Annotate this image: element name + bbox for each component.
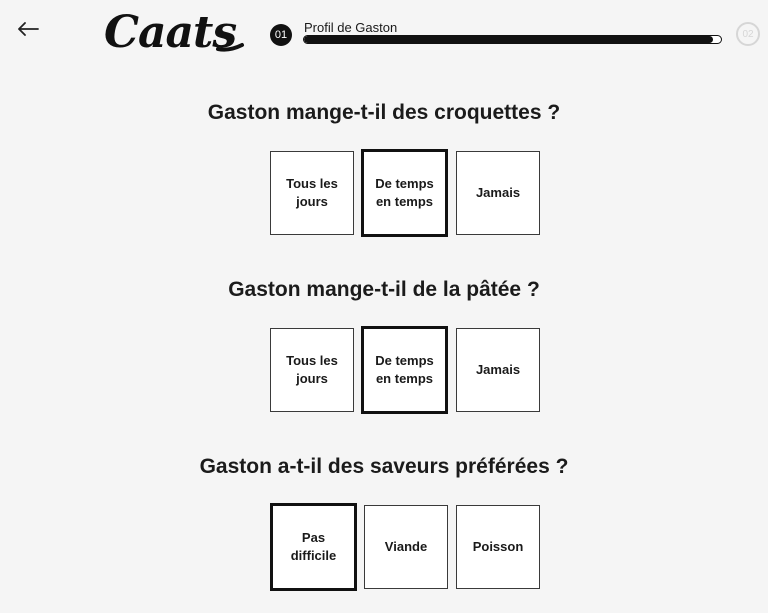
option-label-line: jours bbox=[296, 194, 328, 209]
options-group bbox=[270, 151, 542, 241]
option-de-temps-en-temps[interactable] bbox=[361, 149, 448, 237]
options-group bbox=[270, 505, 542, 595]
option-label-line: Viande bbox=[384, 539, 428, 554]
option-jamais[interactable] bbox=[456, 328, 540, 412]
progress-fill bbox=[304, 36, 713, 43]
option-label bbox=[467, 538, 530, 556]
option-label bbox=[379, 538, 433, 556]
arrow-left-icon bbox=[17, 22, 39, 36]
option-poisson[interactable] bbox=[456, 505, 540, 589]
option-jamais[interactable] bbox=[456, 151, 540, 235]
question-title: Gaston mange-t-il de la pâtée ? bbox=[228, 278, 540, 301]
option-tous-les-jours[interactable] bbox=[270, 328, 354, 412]
option-label bbox=[470, 184, 526, 202]
option-label-line: De temps bbox=[375, 353, 434, 368]
option-label bbox=[369, 352, 440, 388]
option-viande[interactable] bbox=[364, 505, 448, 589]
option-label-line: difficile bbox=[290, 548, 337, 563]
logo-text: Caats bbox=[104, 7, 237, 58]
option-label-line: Tous les bbox=[286, 353, 338, 368]
logo bbox=[100, 1, 246, 65]
question-title: Gaston a-t-il des saveurs préférées ? bbox=[199, 455, 569, 478]
progress-bar bbox=[303, 35, 722, 44]
option-label bbox=[369, 175, 440, 211]
question-title: Gaston mange-t-il des croquettes ? bbox=[207, 101, 561, 124]
option-label-line: en temps bbox=[375, 194, 434, 209]
step-label: Profil de Gaston bbox=[304, 20, 398, 35]
option-label-line: Tous les bbox=[286, 176, 338, 191]
next-step-badge: 02 bbox=[736, 22, 760, 46]
progress-section bbox=[270, 18, 768, 52]
option-label bbox=[280, 175, 344, 211]
option-label-line: Poisson bbox=[472, 539, 524, 554]
option-label-line: Pas bbox=[301, 530, 326, 545]
option-label-line: Jamais bbox=[475, 185, 521, 200]
option-label bbox=[470, 361, 526, 379]
options-group bbox=[270, 328, 542, 418]
step-number-badge: 01 bbox=[270, 24, 292, 46]
option-label-line: jours bbox=[296, 371, 328, 386]
back-button[interactable] bbox=[14, 14, 42, 44]
option-label-line: en temps bbox=[375, 371, 434, 386]
option-label bbox=[285, 529, 343, 565]
option-label-line: De temps bbox=[375, 176, 434, 191]
option-label-line: Jamais bbox=[475, 362, 521, 377]
option-label bbox=[280, 352, 344, 388]
option-de-temps-en-temps[interactable] bbox=[361, 326, 448, 414]
option-tous-les-jours[interactable] bbox=[270, 151, 354, 235]
option-pas-difficile[interactable] bbox=[270, 503, 357, 591]
